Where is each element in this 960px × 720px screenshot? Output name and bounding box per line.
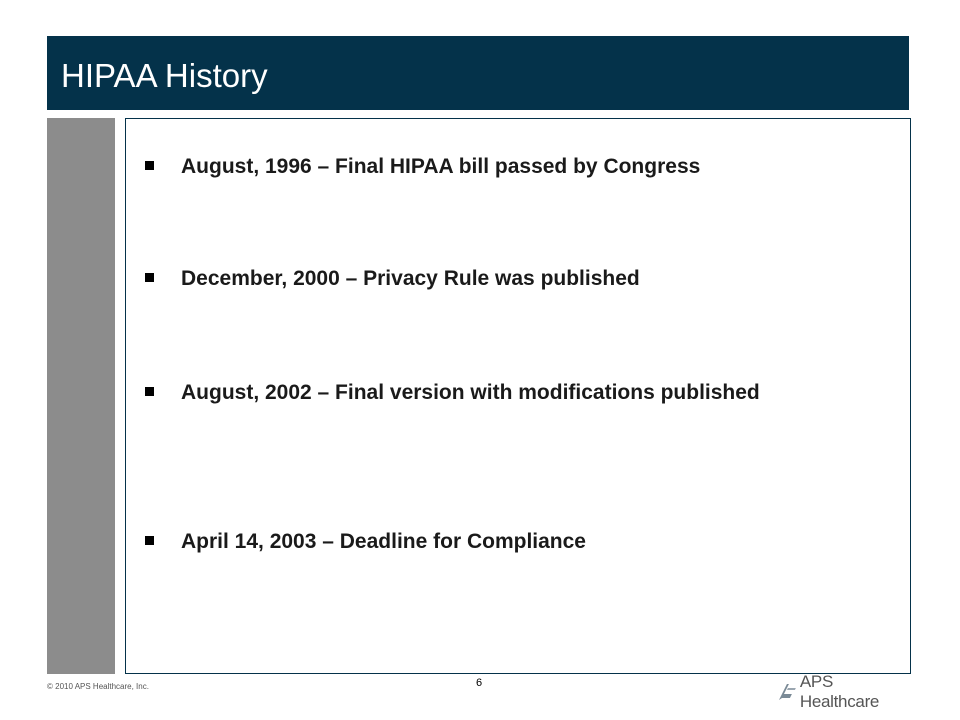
copyright-notice: © 2010 APS Healthcare, Inc. <box>47 682 149 691</box>
bullet-text: April 14, 2003 – Deadline for Compliance <box>181 530 586 553</box>
bullet-item <box>145 527 865 556</box>
company-logo <box>776 672 916 711</box>
bullet-text: December, 2000 – Privacy Rule was published <box>181 267 640 290</box>
square-bullet-icon <box>145 536 154 545</box>
slide-title: HIPAA History <box>61 57 268 94</box>
content-panel <box>125 118 911 674</box>
bullet-item <box>145 264 865 293</box>
square-bullet-icon <box>145 161 154 170</box>
bullet-text: August, 2002 – Final version with modifications published <box>181 381 760 404</box>
page-number: 6 <box>476 677 483 689</box>
aps-logo-icon <box>776 680 798 704</box>
side-accent-bar <box>47 118 115 674</box>
square-bullet-icon <box>145 387 154 396</box>
bullet-item <box>145 378 865 407</box>
title-bar <box>47 36 909 110</box>
square-bullet-icon <box>145 273 154 282</box>
bullet-text: August, 1996 – Final HIPAA bill passed by Congress <box>181 155 701 178</box>
bullet-item <box>145 152 865 181</box>
logo-text: APS Healthcare <box>799 672 880 711</box>
